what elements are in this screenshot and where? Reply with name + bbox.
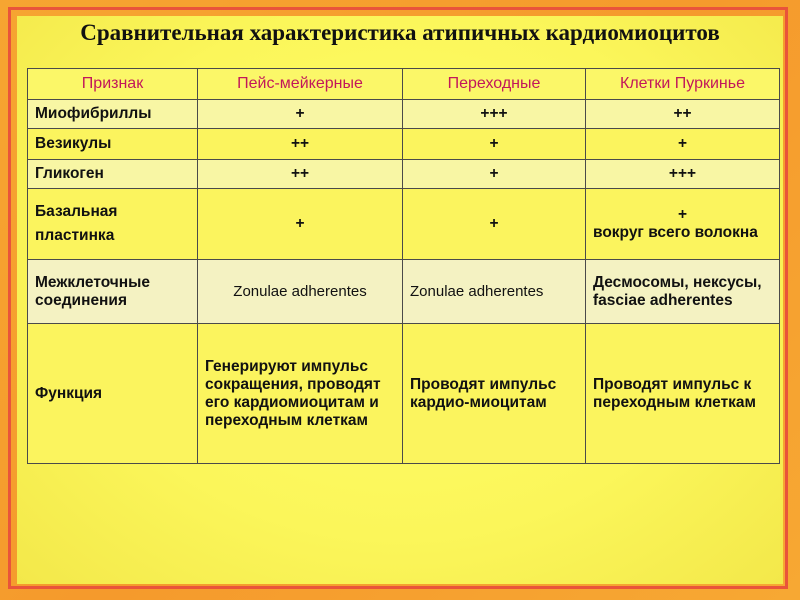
header-pacemaker: Пейс-мейкерные xyxy=(198,69,403,100)
cell: Zonulae adherentes xyxy=(403,260,586,324)
cell: + xyxy=(198,189,403,260)
cell: +++ xyxy=(403,100,586,129)
table-row xyxy=(28,189,780,260)
slide xyxy=(17,16,783,584)
row-label: Миофибриллы xyxy=(28,100,198,129)
header-transitional: Переходные xyxy=(403,69,586,100)
cell: Генерируют импульс сокращения, проводят его кардиомиоцитам и переходным клеткам xyxy=(198,324,403,464)
row-label: Межклеточные соединения xyxy=(28,260,198,324)
cell: Проводят импульс к переходным клеткам xyxy=(586,324,780,464)
row-label xyxy=(28,189,198,260)
cell: + xyxy=(586,129,780,160)
cell: + xyxy=(403,160,586,189)
cell: + xyxy=(403,189,586,260)
row-label-text: Базальная пластинка xyxy=(35,203,118,244)
cell-text: вокруг всего волокна xyxy=(593,224,758,241)
table-row xyxy=(28,100,780,129)
table-header-row xyxy=(28,69,780,100)
cell: + xyxy=(403,129,586,160)
cell: ++ xyxy=(198,129,403,160)
row-label: Гликоген xyxy=(28,160,198,189)
table-row xyxy=(28,160,780,189)
table-row xyxy=(28,324,780,464)
slide-title: Сравнительная характеристика атипичных кардиомиоцитов xyxy=(80,20,720,45)
cell: ++ xyxy=(586,100,780,129)
table-row xyxy=(28,129,780,160)
cell: +++ xyxy=(586,160,780,189)
cell: + xyxy=(198,100,403,129)
cell-top: + xyxy=(677,206,688,223)
row-label: Везикулы xyxy=(28,129,198,160)
cell: ++ xyxy=(198,160,403,189)
cell: Десмосомы, нексусы, fasciae adherentes xyxy=(586,260,780,324)
header-purkinje: Клетки Пуркинье xyxy=(586,69,780,100)
comparison-table xyxy=(27,68,780,464)
cell: Zonulae adherentes xyxy=(198,260,403,324)
cell: Проводят импульс кардио-миоцитам xyxy=(403,324,586,464)
header-feature: Признак xyxy=(28,69,198,100)
table-row xyxy=(28,260,780,324)
row-label: Функция xyxy=(28,324,198,464)
cell xyxy=(586,189,780,260)
